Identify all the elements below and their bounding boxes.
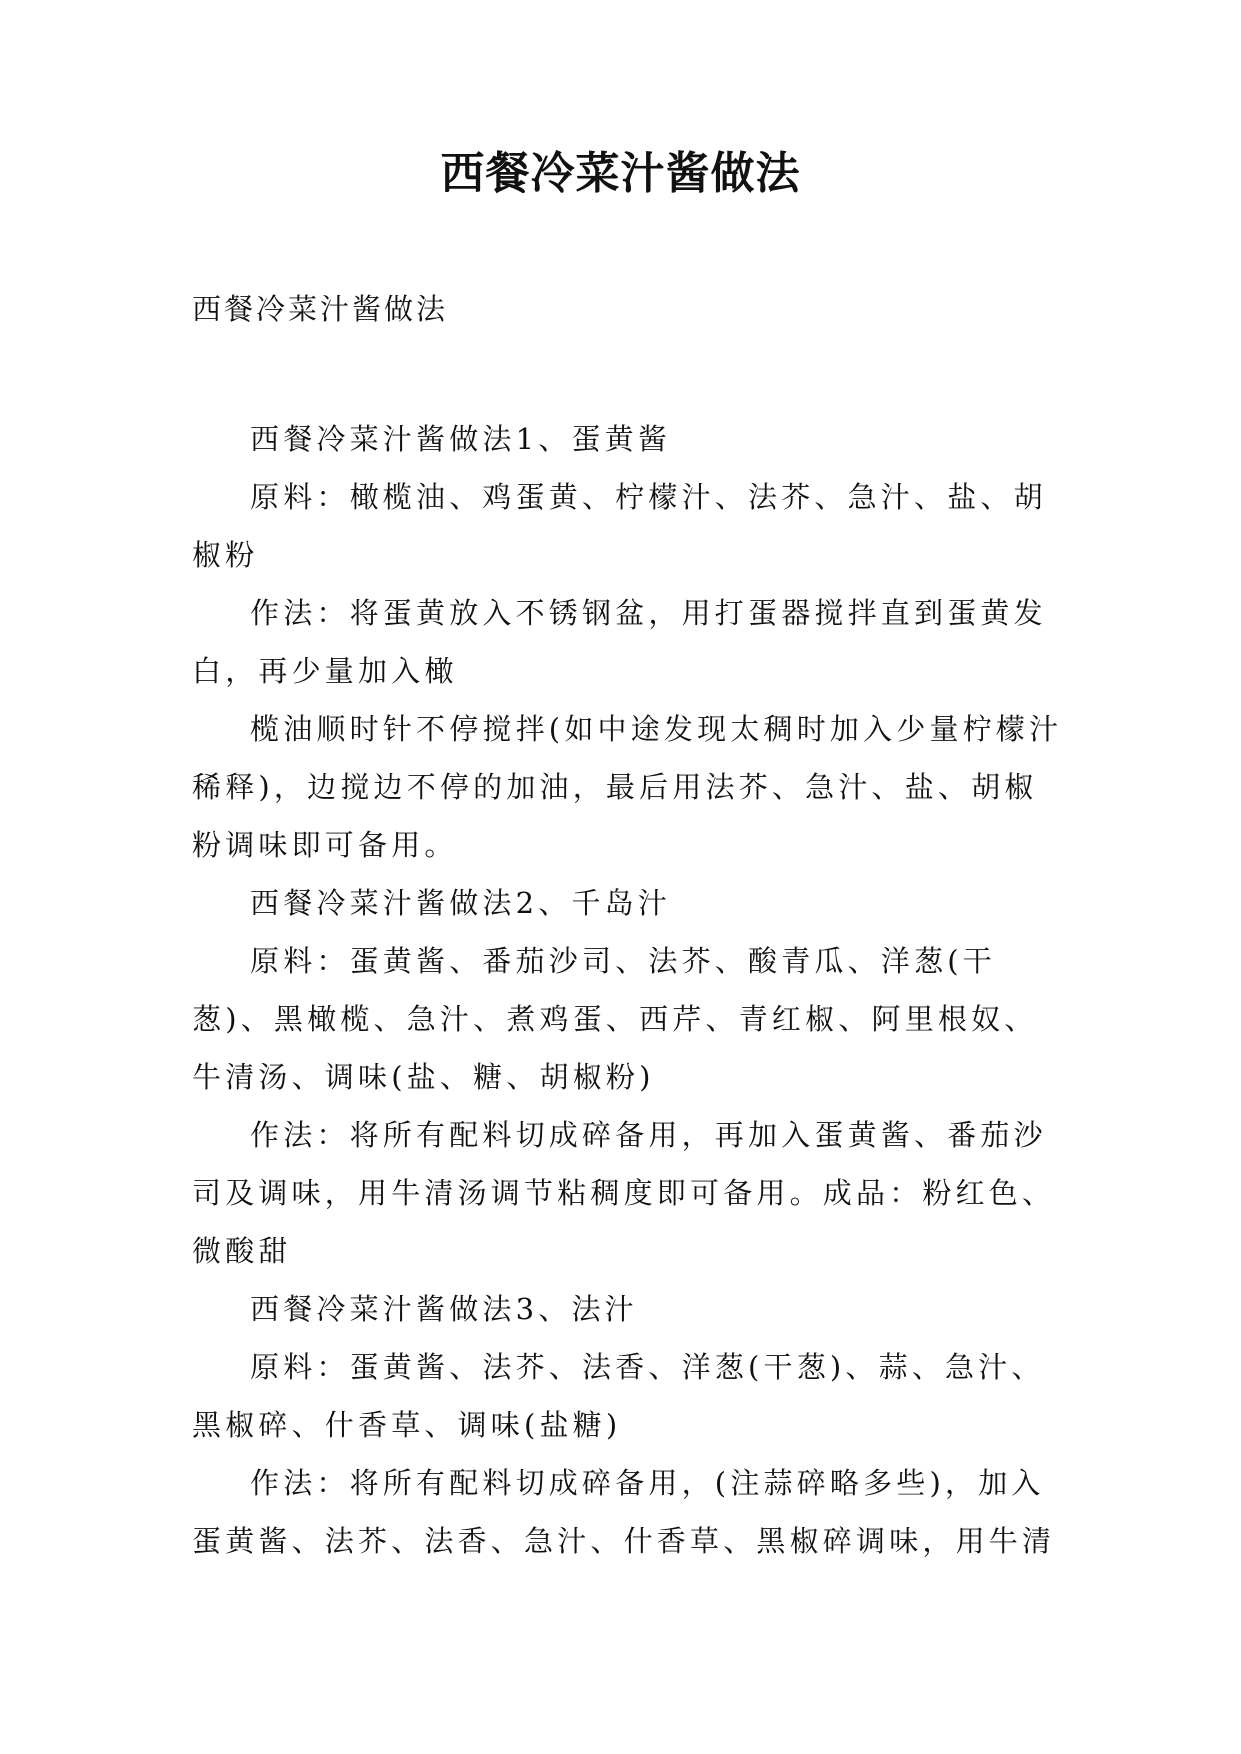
method-paragraph-1-continued: 榄油顺时针不停搅拌(如中途发现太稠时加入少量柠檬汁稀释)，边搅边不停的加油，最后用法芥、急汁、盐、胡椒粉调味即可备用。 — [192, 712, 1063, 862]
document-body — [192, 410, 1070, 1570]
document-subtitle: 西餐冷菜汁酱做法 — [192, 292, 449, 326]
ingredients-paragraph-1: 原料：橄榄油、鸡蛋黄、柠檬汁、法芥、急汁、盐、胡椒粉 — [192, 480, 1047, 572]
method-paragraph-3: 作法：将所有配料切成碎备用，(注蒜碎略多些)，加入蛋黄酱、法芥、法香、急汁、什香草、黑椒碎调味，用牛清 — [192, 1466, 1056, 1558]
ingredients-paragraph-3: 原料：蛋黄酱、法芥、法香、洋葱(干葱)、蒜、急汁、黑椒碎、什香草、调味(盐糖) — [192, 1350, 1045, 1442]
section-heading-1: 西餐冷菜汁酱做法1、蛋黄酱 — [250, 422, 672, 456]
ingredients-paragraph-2: 原料：蛋黄酱、番茄沙司、法芥、酸青瓜、洋葱(干葱)、黑橄榄、急汁、煮鸡蛋、西芹、青红椒、阿里根奴、牛清汤、调味(盐、糖、胡椒粉) — [192, 944, 1038, 1094]
document-title: 西餐冷菜汁酱做法 — [440, 148, 801, 199]
method-paragraph-1: 作法：将蛋黄放入不锈钢盆，用打蛋器搅拌直到蛋黄发白，再少量加入橄 — [192, 596, 1047, 688]
section-heading-2: 西餐冷菜汁酱做法2、千岛汁 — [250, 886, 672, 920]
section-heading-3: 西餐冷菜汁酱做法3、法汁 — [250, 1292, 638, 1326]
method-paragraph-2: 作法：将所有配料切成碎备用，再加入蛋黄酱、番茄沙司及调味，用牛清汤调节粘稠度即可备用。成品：粉红色、微酸甜 — [192, 1118, 1056, 1268]
